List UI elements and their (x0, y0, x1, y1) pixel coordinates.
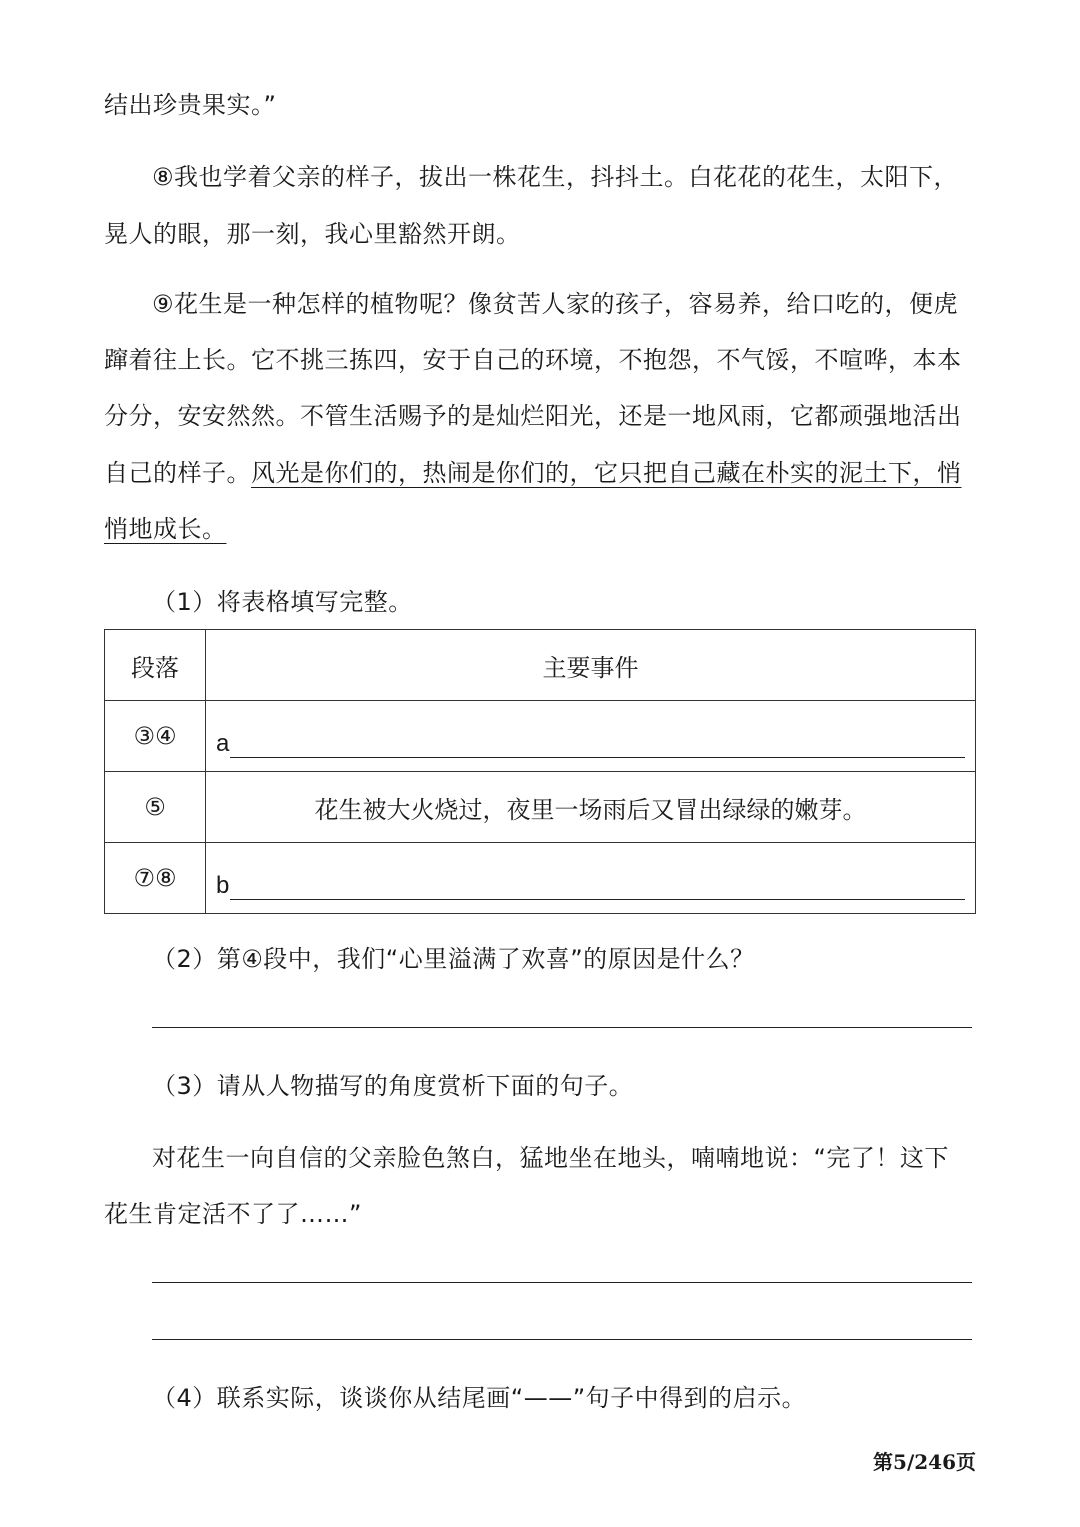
row-answer-cell-a[interactable] (206, 701, 976, 772)
underlined-sentence: 风光是你们的，热闹是你们的，它只把自己藏在朴实的泥土下，悄 (251, 459, 962, 487)
row-paragraph: ⑤ (105, 772, 206, 843)
row-answer-cell-b[interactable] (206, 843, 976, 914)
question-2: （2）第④段中，我们“心里溢满了欢喜”的原因是什么？ (152, 945, 755, 973)
header-main-event: 主要事件 (206, 630, 976, 701)
header-paragraph: 段落 (105, 630, 206, 701)
blank-label: a (216, 730, 230, 757)
table-row (105, 701, 976, 772)
row-event: 花生被大火烧过，夜里一场雨后又冒出绿绿的嫩芽。 (206, 772, 976, 843)
paragraph-9-line-2: 蹿着往上长。它不挑三拣四，安于自己的环境，不抱怨，不气馁，不喧哗，本本 (104, 346, 962, 374)
question-1: （1）将表格填写完整。 (152, 588, 413, 616)
paragraph-8-line-1: ⑧我也学着父亲的样子，拔出一株花生，抖抖土。白花花的花生，太阳下， (152, 163, 959, 191)
answer-line-q2[interactable] (152, 1027, 972, 1028)
blank-label: b (216, 872, 230, 899)
row-paragraph: ⑦⑧ (105, 843, 206, 914)
answer-line[interactable] (230, 899, 965, 900)
quote-line-2: 花生肯定活不了了……” (104, 1200, 362, 1228)
table-row (105, 772, 976, 843)
paragraph-8-line-2: 晃人的眼，那一刻，我心里豁然开朗。 (104, 220, 521, 248)
underlined-sentence-end: 悄地成长。 (104, 515, 227, 543)
page-number: 第5/246页 (873, 1450, 976, 1474)
events-table (104, 629, 976, 914)
table-row (105, 843, 976, 914)
table-header-row (105, 630, 976, 701)
paragraph-9-line-4 (104, 457, 962, 489)
question-4: （4）联系实际，谈谈你从结尾画“——”句子中得到的启示。 (152, 1384, 807, 1412)
passage-line: 结出珍贵果实。” (104, 91, 277, 119)
answer-line[interactable] (230, 757, 965, 758)
paragraph-9-line-1: ⑨花生是一种怎样的植物呢？像贫苦人家的孩子，容易养，给口吃的，便虎 (152, 290, 959, 318)
quote-line-1: 对花生一向自信的父亲脸色煞白，猛地坐在地头，喃喃地说：“完了！这下 (152, 1144, 949, 1172)
plain-text: 自己的样子。 (104, 459, 251, 487)
row-paragraph: ③④ (105, 701, 206, 772)
answer-line-q3-2[interactable] (152, 1339, 972, 1340)
paragraph-9-line-5 (104, 513, 227, 545)
question-3: （3）请从人物描写的角度赏析下面的句子。 (152, 1072, 634, 1100)
paragraph-9-line-3: 分分，安安然然。不管生活赐予的是灿烂阳光，还是一地风雨，它都顽强地活出 (104, 402, 962, 430)
answer-line-q3-1[interactable] (152, 1282, 972, 1283)
